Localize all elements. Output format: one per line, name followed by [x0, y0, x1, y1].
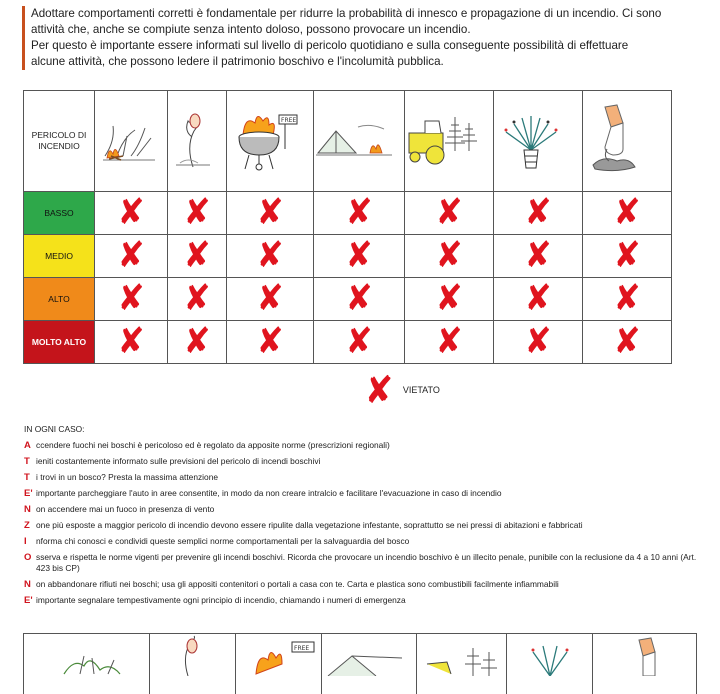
header-label-line-2: INCENDIO	[38, 141, 80, 151]
activity-tractor	[405, 91, 494, 192]
campfire-icon	[24, 634, 150, 694]
legend	[363, 368, 440, 412]
forbidden-x-icon: ✘	[117, 278, 145, 319]
forbidden-x-icon: ✘	[345, 321, 373, 362]
list-item	[24, 520, 704, 531]
row-medio	[24, 235, 672, 278]
cell-forbidden	[314, 278, 405, 321]
cell-forbidden	[168, 235, 227, 278]
forbidden-x-icon: ✘	[183, 235, 211, 276]
forbidden-x-icon: ✘	[345, 278, 373, 319]
campfire-icon	[95, 116, 167, 166]
rules-list	[24, 424, 704, 611]
intro-line-1: Adottare comportamenti corretti è fondamentale per ridurre la probabilità di innesco e propagazione di un incendio. Ci sono	[31, 7, 662, 20]
forbidden-x-icon: ✘	[256, 192, 284, 233]
cell-forbidden	[405, 321, 494, 364]
cell-forbidden	[227, 235, 314, 278]
list-item	[24, 504, 704, 515]
cigarette-butt-icon	[593, 634, 696, 694]
rule-text: on abbandonare rifiuti nei boschi; usa gli appositi contenitori o portali a casa con te. Carta e plastica sono combustibili facilmente infiammabili	[36, 579, 559, 589]
table-header-row	[24, 91, 672, 192]
fireworks-icon	[507, 634, 593, 694]
rule-initial: A	[24, 440, 31, 451]
cell-forbidden	[227, 321, 314, 364]
list-item	[24, 536, 704, 547]
cigarette-butt-icon	[583, 103, 671, 179]
rule-text: on accendere mai un fuoco in presenza di vento	[36, 504, 215, 514]
barbecue-grill-icon	[227, 109, 313, 173]
rule-initial: E'	[24, 595, 33, 606]
rule-text: importante segnalare tempestivamente ogni principio di incendio, chiamando i numeri di emergenza	[36, 595, 406, 605]
cell-forbidden	[168, 192, 227, 235]
forbidden-x-icon: ✘	[364, 368, 394, 412]
fire-danger-table	[23, 90, 672, 364]
level-medio: MEDIO	[24, 235, 95, 278]
forbidden-x-icon: ✘	[613, 192, 641, 233]
activity-camping	[314, 91, 405, 192]
fireworks-icon	[494, 110, 582, 172]
cell-forbidden	[583, 192, 672, 235]
cell-forbidden	[168, 278, 227, 321]
cell-forbidden	[168, 321, 227, 364]
rule-initial: O	[24, 552, 32, 563]
forbidden-x-icon: ✘	[117, 192, 145, 233]
rules-title: IN OGNI CASO:	[24, 424, 85, 434]
intro-line-3: Per questo è importante essere informati sul livello di pericolo quotidiano e sulla conseguente possibilità di effettuare	[31, 39, 629, 52]
tractor-forest-icon	[405, 111, 493, 171]
svg-text:FREE: FREE	[294, 645, 310, 652]
cell-forbidden	[494, 192, 583, 235]
tractor-forest-icon	[417, 634, 507, 694]
cell-forbidden	[227, 192, 314, 235]
activity-cigarette	[583, 91, 672, 192]
cell-forbidden	[583, 321, 672, 364]
rule-text: ieniti costantemente informato sulle previsioni del pericolo di incendi boschivi	[36, 456, 321, 466]
rule-initial: I	[24, 536, 27, 547]
camping-tent-fire-icon	[314, 119, 404, 163]
intro-line-4: alcune attività, che possono ledere il patrimonio boschivo e l'incolumità pubblica.	[31, 55, 444, 68]
rule-text: importante parcheggiare l'auto in aree consentite, in modo da non creare intralcio e facilitare l'evacuazione in caso di incendio	[36, 488, 502, 498]
rule-initial: N	[24, 579, 31, 590]
cell-forbidden	[583, 278, 672, 321]
rule-initial: E'	[24, 488, 33, 499]
cell-forbidden	[494, 278, 583, 321]
forbidden-x-icon: ✘	[435, 192, 463, 233]
rule-text: one più esposte a maggior pericolo di incendio devono essere ripulite dalla vegetazione infestante, soprattutto se nei pressi di abitazioni e fabbricati	[36, 520, 583, 530]
forbidden-x-icon: ✘	[524, 192, 552, 233]
cell-forbidden	[314, 192, 405, 235]
forbidden-x-icon: ✘	[183, 278, 211, 319]
forbidden-x-icon: ✘	[345, 235, 373, 276]
cell-forbidden	[95, 235, 168, 278]
forbidden-x-icon: ✘	[117, 321, 145, 362]
activity-campfire	[95, 91, 168, 192]
list-item	[24, 579, 704, 590]
legend-label: VIETATO	[402, 385, 440, 395]
forbidden-x-icon: ✘	[435, 321, 463, 362]
barbecue-grill-icon	[236, 634, 322, 694]
forbidden-x-icon: ✘	[183, 321, 211, 362]
intro-text	[22, 6, 707, 70]
cell-forbidden	[405, 192, 494, 235]
rule-initial: Z	[24, 520, 30, 531]
cell-forbidden	[583, 235, 672, 278]
rule-text: i trovi in un bosco? Presta la massima attenzione	[36, 472, 219, 482]
list-item	[24, 552, 704, 574]
bottom-icon-strip	[23, 633, 697, 694]
intro-line-2: attività che, anche se compiute senza intento doloso, possono provocare un incendio.	[31, 23, 471, 36]
level-alto: ALTO	[24, 278, 95, 321]
rule-initial: T	[24, 456, 30, 467]
forbidden-x-icon: ✘	[524, 321, 552, 362]
forbidden-x-icon: ✘	[613, 235, 641, 276]
rule-initial: N	[24, 504, 31, 515]
cell-forbidden	[227, 278, 314, 321]
forbidden-x-icon: ✘	[256, 278, 284, 319]
rule-text: nforma chi conosci e condividi queste semplici norme comportamentali per la salvaguardia del bosco	[36, 536, 410, 546]
activity-barbecue	[227, 91, 314, 192]
rule-text: sserva e rispetta le norme vigenti per prevenire gli incendi boschivi. Ricorda che provocare un incendio boschivo è un illecito penale, punibile con la reclusione da 4 a 10 anni (Art. 423 bis CP)	[36, 552, 697, 573]
forbidden-x-icon: ✘	[613, 321, 641, 362]
header-label-line-1: PERICOLO DI	[31, 130, 87, 140]
forbidden-x-icon: ✘	[435, 235, 463, 276]
list-item	[24, 472, 704, 483]
forbidden-x-icon: ✘	[524, 235, 552, 276]
burning-match-icon	[150, 634, 236, 694]
list-item	[24, 488, 704, 499]
forbidden-x-icon: ✘	[345, 192, 373, 233]
forbidden-x-icon: ✘	[524, 278, 552, 319]
level-basso: BASSO	[24, 192, 95, 235]
list-item	[24, 440, 704, 451]
level-molto-alto: MOLTO ALTO	[24, 321, 95, 364]
row-alto	[24, 278, 672, 321]
rule-initial: T	[24, 472, 30, 483]
cell-forbidden	[95, 192, 168, 235]
header-label-cell	[24, 91, 95, 192]
burning-match-icon	[168, 111, 226, 171]
cell-forbidden	[95, 278, 168, 321]
rule-text: ccendere fuochi nei boschi è pericoloso ed è regolato da apposite norme (prescrizioni regionali)	[36, 440, 390, 450]
forbidden-x-icon: ✘	[183, 192, 211, 233]
cell-forbidden	[494, 235, 583, 278]
camping-tent-fire-icon	[322, 634, 416, 694]
list-item	[24, 456, 704, 467]
forbidden-x-icon: ✘	[256, 235, 284, 276]
forbidden-x-icon: ✘	[613, 278, 641, 319]
cell-forbidden	[405, 235, 494, 278]
row-basso	[24, 192, 672, 235]
cell-forbidden	[494, 321, 583, 364]
row-molto-alto	[24, 321, 672, 364]
activity-match	[168, 91, 227, 192]
cell-forbidden	[95, 321, 168, 364]
forbidden-x-icon: ✘	[117, 235, 145, 276]
svg-text:FREE: FREE	[281, 117, 297, 124]
cell-forbidden	[405, 278, 494, 321]
list-item	[24, 595, 704, 606]
cell-forbidden	[314, 321, 405, 364]
forbidden-x-icon: ✘	[256, 321, 284, 362]
forbidden-x-icon: ✘	[435, 278, 463, 319]
activity-fireworks	[494, 91, 583, 192]
cell-forbidden	[314, 235, 405, 278]
